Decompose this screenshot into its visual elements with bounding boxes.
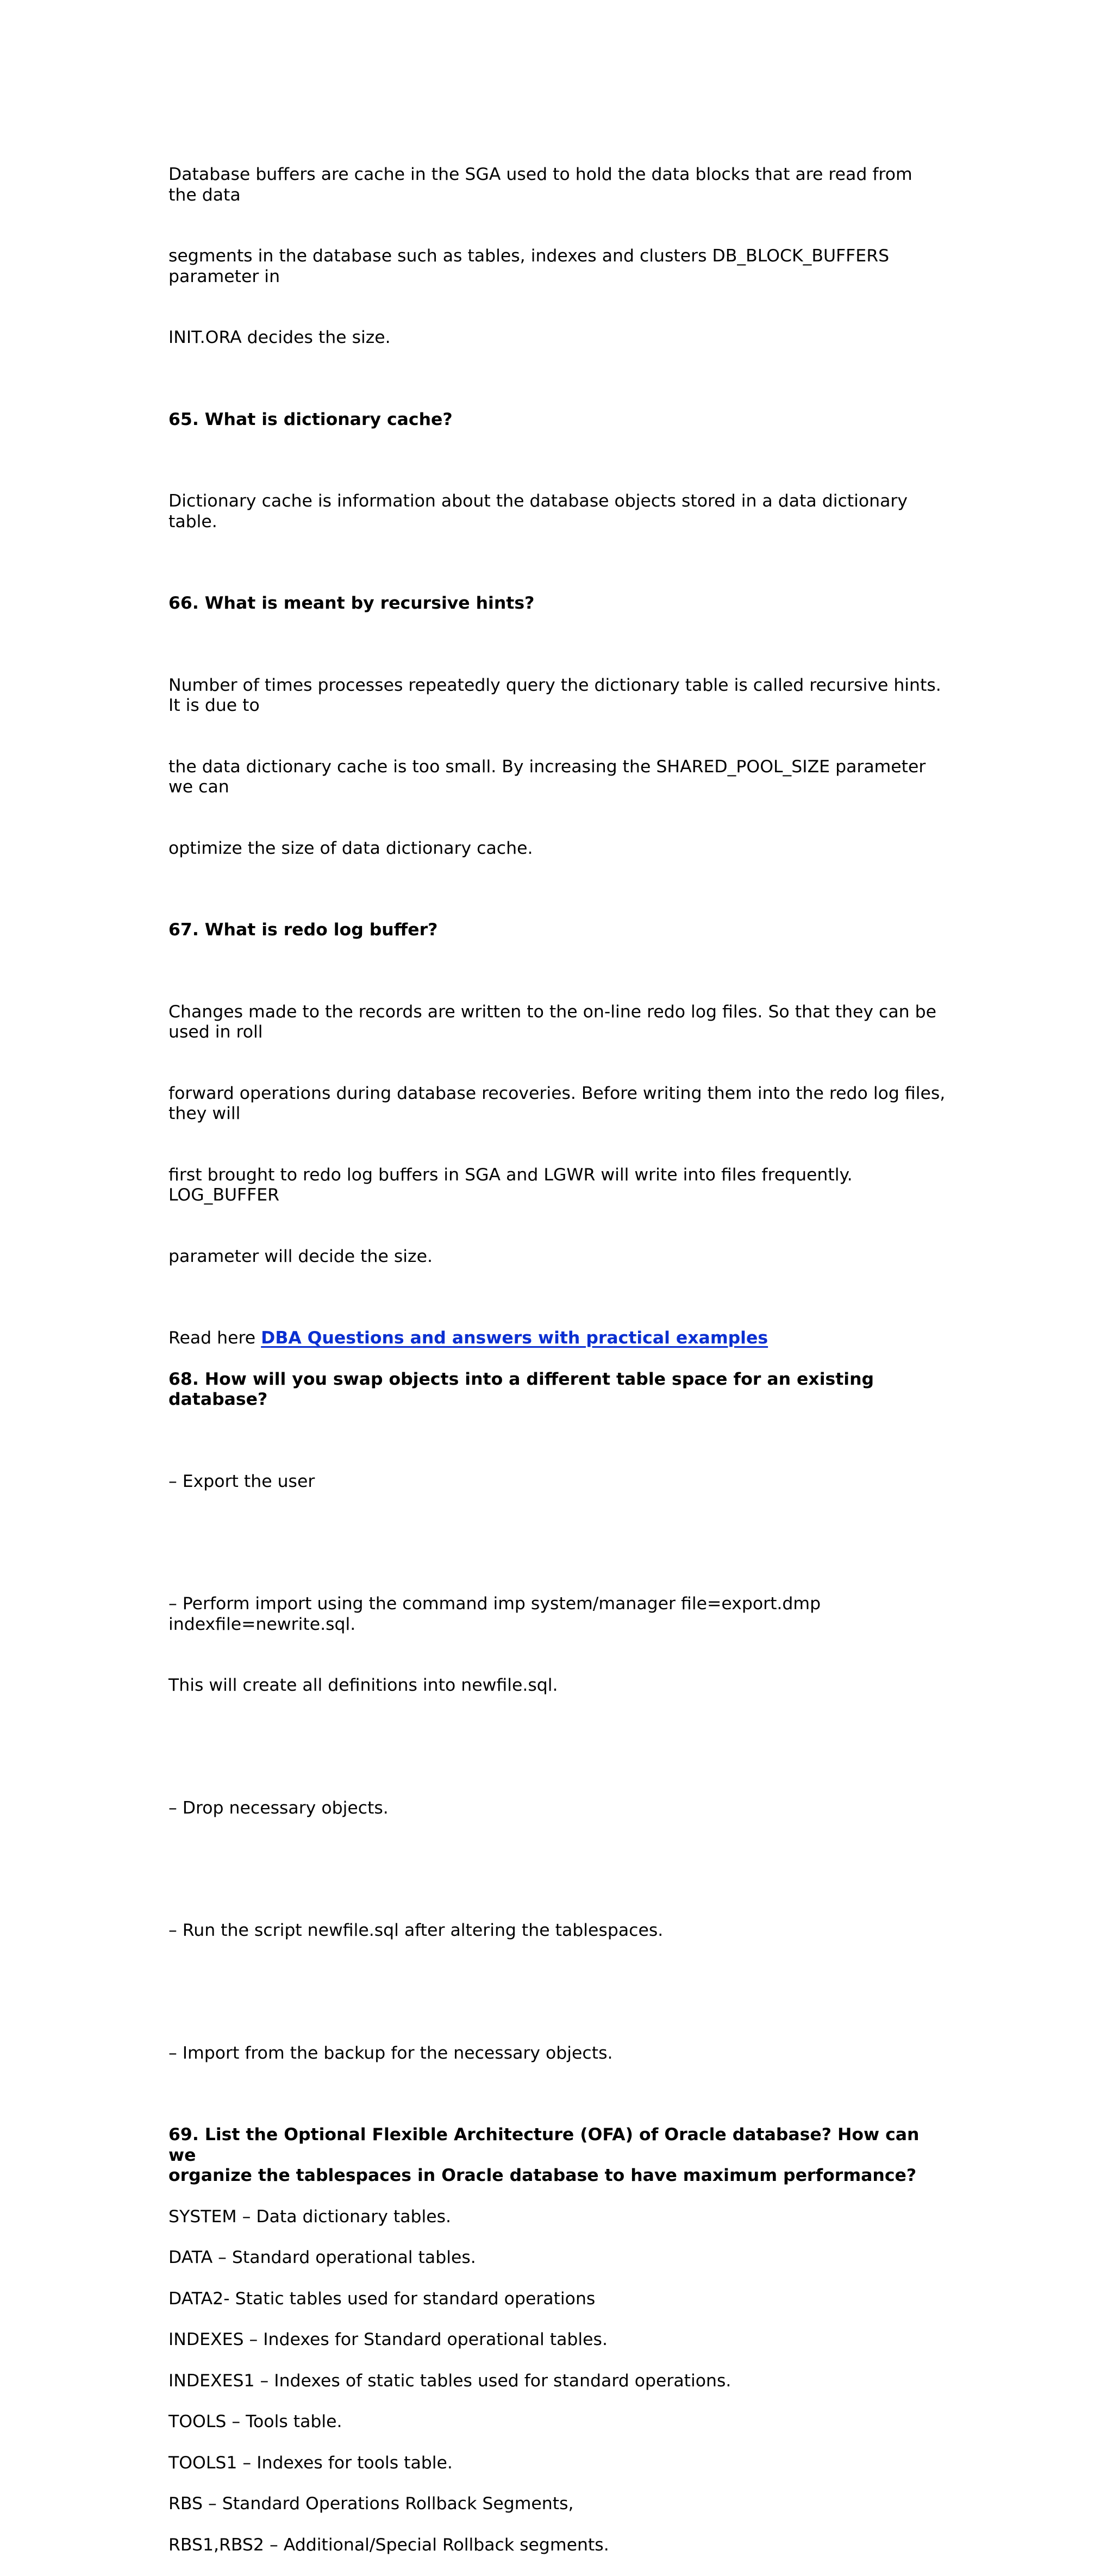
read-here-paragraph (168, 1328, 946, 1349)
question-67-answer (168, 961, 951, 1308)
document-page (168, 124, 951, 2576)
text-line: – Export the user (168, 1471, 315, 1491)
ofa-item: RBS – Standard Operations Rollback Segments, (168, 2494, 574, 2514)
text-line: – Run the script newfile.sql after altering the tablespaces. (168, 1921, 664, 1940)
text-line: the data dictionary cache is too small. By increasing the SHARED_POOL_SIZE parameter we can (168, 756, 931, 797)
question-65-answer (168, 451, 946, 573)
text-line: – Drop necessary objects. (168, 1798, 389, 1818)
question-66-heading: 66. What is meant by recursive hints? (168, 593, 535, 613)
text-line: Number of times processes repeatedly query the dictionary table is called recursive hints. It is due to (168, 675, 947, 715)
text-line: forward operations during database recoveries. Before writing them into the redo log files, they will (168, 1083, 951, 1123)
ofa-item: INDEXES – Indexes for Standard operational tables. (168, 2330, 608, 2349)
read-here-prefix: Read here (168, 1328, 261, 1348)
text-line: INIT.ORA decides the size. (168, 328, 391, 347)
dba-questions-link[interactable]: DBA Questions and answers with practical examples (261, 1328, 768, 1348)
text-line: Database buffers are cache in the SGA used to hold the data blocks that are read from the data (168, 165, 918, 205)
ofa-item: TOOLS1 – Indexes for tools table. (168, 2453, 453, 2473)
text-line: parameter will decide the size. (168, 1246, 433, 1266)
question-68-heading: 68. How will you swap objects into a different table space for an existing database? (168, 1369, 874, 1409)
ofa-item: SYSTEM – Data dictionary tables. (168, 2206, 452, 2227)
question-68-step (168, 1880, 946, 1982)
ofa-item: INDEXES1 – Indexes of static tables used for standard operations. (168, 2371, 731, 2391)
text-line: – Perform import using the command imp system/manager file=export.dmp indexfile=newrite.sql. (168, 1594, 827, 1634)
heading-line: 69. List the Optional Flexible Architecture (OFA) of Oracle database? How can we (168, 2125, 920, 2165)
text-line: Changes made to the records are written to the on-line redo log files. So that they can be used in roll (168, 1002, 942, 1042)
text-line: – Import from the backup for the necessary objects. (168, 2043, 613, 2063)
question-65-heading: 65. What is dictionary cache? (168, 409, 453, 429)
intro-paragraph (168, 124, 946, 389)
text-line: This will create all definitions into newfile.sql. (168, 1675, 558, 1695)
text-line: Dictionary cache is information about the database objects stored in a data dictionary table. (168, 491, 914, 532)
question-68-step (168, 1758, 946, 1860)
heading-line: organize the tablespaces in Oracle database to have maximum performance? (168, 2166, 917, 2185)
text-line: segments in the database such as tables, indexes and clusters DB_BLOCK_BUFFERS parameter in (168, 246, 895, 286)
question-68-step (168, 2003, 946, 2105)
question-68-step (168, 1553, 946, 1737)
ofa-item: DATA2- Static tables used for standard operations (168, 2289, 596, 2309)
question-68-step (168, 1431, 946, 1533)
text-line: first brought to redo log buffers in SGA and LGWR will write into files frequently. LOG_BUFFER (168, 1165, 858, 1205)
question-67-heading: 67. What is redo log buffer? (168, 920, 438, 940)
ofa-item: TOOLS – Tools table. (168, 2412, 342, 2431)
ofa-item: RBS1,RBS2 – Additional/Special Rollback segments. (168, 2535, 609, 2555)
ofa-item: DATA – Standard operational tables. (168, 2248, 476, 2267)
text-line: optimize the size of data dictionary cache. (168, 838, 533, 858)
question-69-heading (168, 2125, 946, 2186)
question-66-answer (168, 635, 946, 900)
